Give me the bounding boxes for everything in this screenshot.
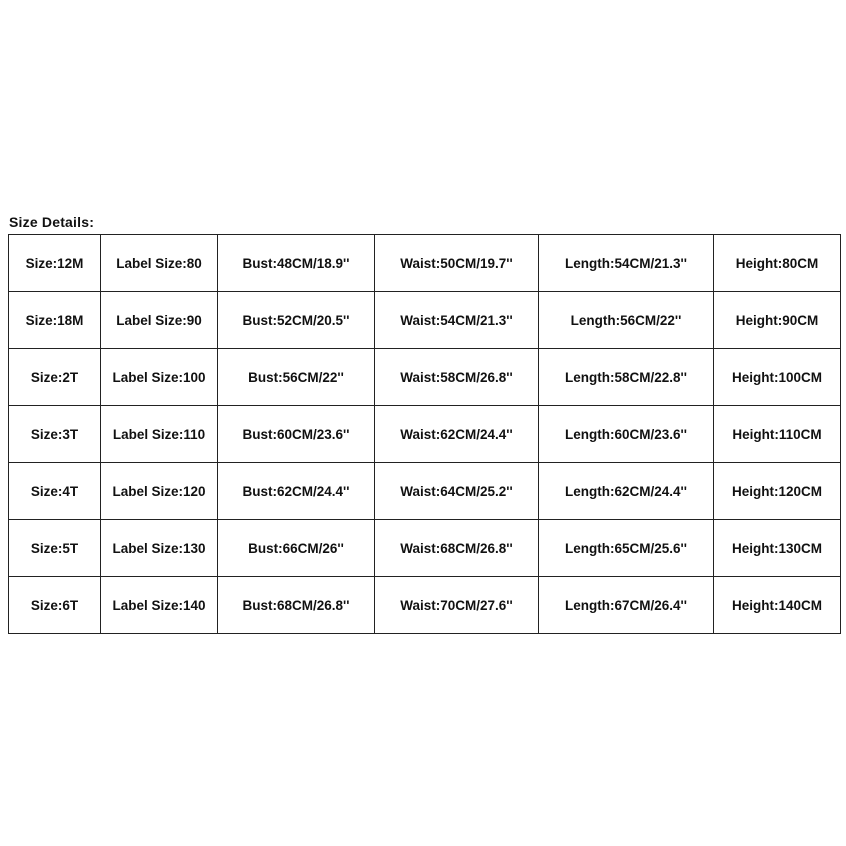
bust-cell: Bust:68CM/26.8'': [218, 577, 375, 634]
label-size-cell: Label Size:140: [101, 577, 218, 634]
label-size-cell: Label Size:110: [101, 406, 218, 463]
waist-cell: Waist:50CM/19.7'': [375, 235, 539, 292]
height-cell: Height:120CM: [714, 463, 841, 520]
table-row: [9, 577, 841, 634]
size-cell: Size:5T: [9, 520, 101, 577]
height-cell: Height:80CM: [714, 235, 841, 292]
waist-cell: Waist:68CM/26.8'': [375, 520, 539, 577]
size-cell: Size:12M: [9, 235, 101, 292]
length-cell: Length:65CM/25.6'': [539, 520, 714, 577]
length-cell: Length:54CM/21.3'': [539, 235, 714, 292]
size-cell: Size:18M: [9, 292, 101, 349]
waist-cell: Waist:58CM/26.8'': [375, 349, 539, 406]
bust-cell: Bust:62CM/24.4'': [218, 463, 375, 520]
bust-cell: Bust:60CM/23.6'': [218, 406, 375, 463]
length-cell: Length:60CM/23.6'': [539, 406, 714, 463]
table-row: [9, 463, 841, 520]
size-details-title: Size Details:: [9, 214, 95, 230]
height-cell: Height:130CM: [714, 520, 841, 577]
size-table: [8, 234, 841, 634]
bust-cell: Bust:66CM/26'': [218, 520, 375, 577]
height-cell: Height:100CM: [714, 349, 841, 406]
table-row: [9, 292, 841, 349]
length-cell: Length:67CM/26.4'': [539, 577, 714, 634]
waist-cell: Waist:64CM/25.2'': [375, 463, 539, 520]
table-row: [9, 406, 841, 463]
label-size-cell: Label Size:80: [101, 235, 218, 292]
waist-cell: Waist:62CM/24.4'': [375, 406, 539, 463]
height-cell: Height:140CM: [714, 577, 841, 634]
waist-cell: Waist:54CM/21.3'': [375, 292, 539, 349]
size-cell: Size:3T: [9, 406, 101, 463]
height-cell: Height:90CM: [714, 292, 841, 349]
size-cell: Size:4T: [9, 463, 101, 520]
label-size-cell: Label Size:90: [101, 292, 218, 349]
length-cell: Length:56CM/22'': [539, 292, 714, 349]
size-cell: Size:2T: [9, 349, 101, 406]
length-cell: Length:62CM/24.4'': [539, 463, 714, 520]
bust-cell: Bust:56CM/22'': [218, 349, 375, 406]
table-row: [9, 520, 841, 577]
length-cell: Length:58CM/22.8'': [539, 349, 714, 406]
label-size-cell: Label Size:100: [101, 349, 218, 406]
bust-cell: Bust:52CM/20.5'': [218, 292, 375, 349]
waist-cell: Waist:70CM/27.6'': [375, 577, 539, 634]
height-cell: Height:110CM: [714, 406, 841, 463]
size-cell: Size:6T: [9, 577, 101, 634]
table-row: [9, 349, 841, 406]
label-size-cell: Label Size:130: [101, 520, 218, 577]
bust-cell: Bust:48CM/18.9'': [218, 235, 375, 292]
label-size-cell: Label Size:120: [101, 463, 218, 520]
table-row: [9, 235, 841, 292]
